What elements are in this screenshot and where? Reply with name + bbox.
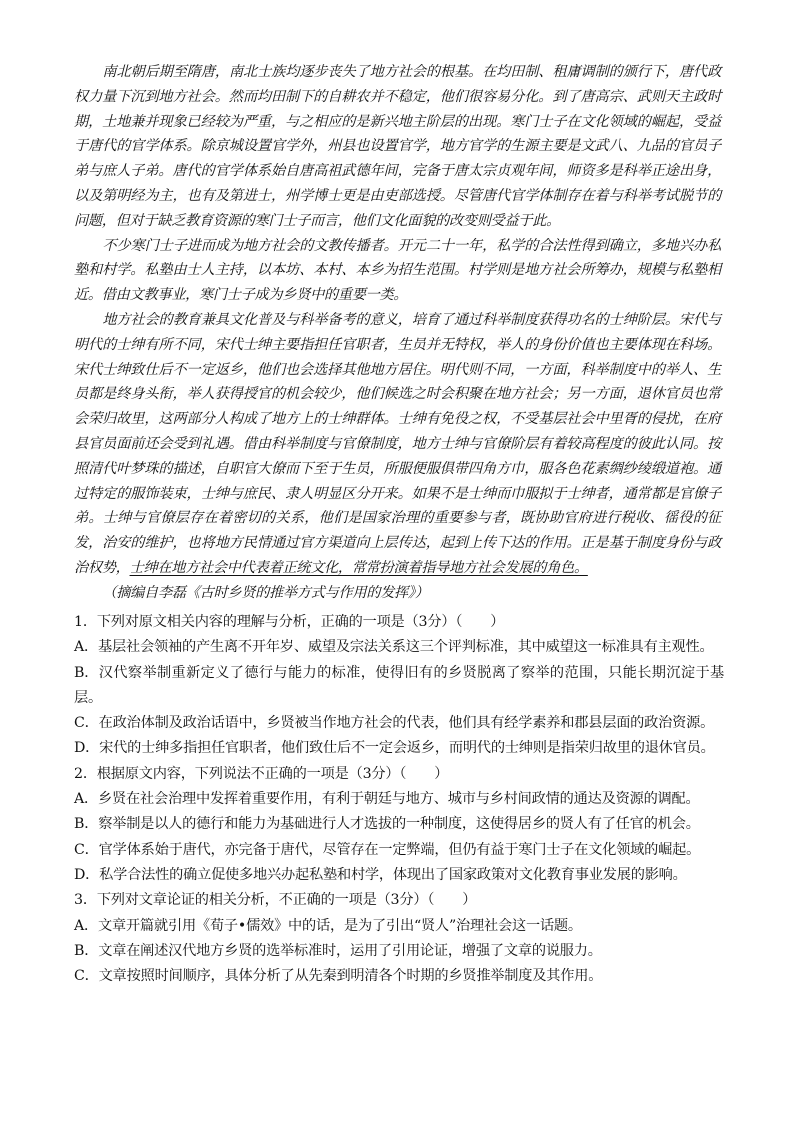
option-label: A． — [74, 791, 99, 808]
passage-source: （摘编自李磊《古时乡贤的推举方式与作用的发挥》） — [102, 584, 429, 601]
question-option — [74, 863, 724, 888]
passage-paragraph-3 — [74, 308, 721, 581]
question-option — [74, 661, 724, 712]
question-option — [74, 812, 724, 837]
option-text: 文章开篇就引用《荀子•儒效》中的话，是为了引出“贤人”治理社会这一话题。 — [98, 917, 582, 934]
option-text: 察举制是以人的德行和能力为基础进行人才选拔的一种制度，这使得居乡的贤人有了任官的机会。 — [98, 816, 700, 833]
option-text: 官学体系始于唐代，亦完备于唐代，尽管存在一定弊端，但仍有益于寒门士子在文化领域的崛起。 — [98, 841, 701, 858]
option-label: C． — [74, 968, 99, 985]
question-option — [74, 711, 724, 736]
reading-passage — [74, 60, 721, 606]
option-text: 文章在阐述汉代地方乡贤的选举标准时，运用了引用论证，增强了文章的说服力。 — [98, 942, 602, 959]
question-stem: 3．下列对文章论证的相关分析，不正确的一项是（3分）（ ） — [74, 892, 477, 909]
question-option — [74, 914, 724, 939]
question-stem: 2．根据原文内容，下列说法不正确的一项是（3分）（ ） — [74, 765, 449, 782]
option-label: B． — [74, 816, 99, 833]
option-text: 汉代察举制重新定义了德行与能力的标准，使得旧有的乡贤脱离了察举的范围，只能长期沉淀于基层。 — [74, 664, 724, 706]
question-stem: 1．下列对原文相关内容的理解与分析，正确的一项是（3分）（ ） — [74, 614, 505, 630]
passage-paragraph-2: 不少寒门士子进而成为地方社会的文教传播者。开元二十一年，私学的合法性得到确立，多地兴办私塾和村学。私塾由士人主持，以本坊、本村、本乡为招生范围。村学则是地方社会所筹办，规模与私塾相近。借由文教事业，寒门士子成为乡贤中的重要一类。 — [74, 237, 721, 304]
option-label: B． — [74, 664, 99, 681]
option-text: 在政治体制及政治话语中，乡贤被当作地方社会的代表，他们具有经学素养和郡县层面的政治资源。 — [98, 715, 715, 732]
question-option — [74, 787, 724, 812]
option-text: 私学合法性的确立促使多地兴办起私塾和村学，体现出了国家政策对文化教育事业发展的影响。 — [99, 866, 687, 883]
option-label: D． — [74, 740, 100, 757]
option-label: A． — [74, 917, 99, 934]
option-text: 文章按照时间顺序，具体分析了从先秦到明清各个时期的乡贤推举制度及其作用。 — [98, 968, 603, 985]
option-text: 宋代的士绅多指担任官职者，他们致仕后不一定会返乡，而明代的士绅则是指荣归故里的退休官员。 — [99, 740, 715, 757]
question-option — [74, 736, 724, 761]
question-option — [74, 964, 724, 989]
passage-paragraph-3-text: 地方社会的教育兼具文化普及与科举备考的意义，培育了通过科举制度获得功名的士绅阶层。宋代与明代的士绅有所不同，宋代士绅主要指担任官职者，生员并无特权，举人的身份价值也主要体现在科场。宋代士绅致仕后不一定返乡，他们也会选择其他地方居住。明代则不同，一方面，科举制度中的举人、生员都是终身头衔，举人获得授官的机会较少，他们候选之时会积聚在地方社会；另一方面，退休官员也常会荣归故里，这两部分人构成了地方上的士绅群体。士绅有免役之权，不受基层社会中里胥的侵扰，在府县官员面前还会受到礼遇。借由科举制度与官僚制度，地方士绅与官僚阶层有着较高程度的彼此认同。按照清代叶梦珠的描述，自职官大僚而下至于生员，所服便服俱带四角方巾，服各色花素绸纱绫缎道袍。通过特定的服饰装束，士绅与庶民、隶人明显区分开来。如果不是士绅而巾服拟于士绅者，通常都是官僚子弟。士绅与官僚层存在着密切的关系，他们是国家治理的重要参与者，既协助官府进行税收、徭役的征发，治安的维护，也将地方民情通过官方渠道向上层传达，起到上传下达的作用。正是基于制度身份与政治权势， — [74, 311, 721, 576]
question-1 — [74, 610, 724, 762]
option-text: 基层社会领袖的产生离不开年岁、威望及宗法关系这三个评判标准，其中威望这一标准具有主观性。 — [98, 639, 714, 656]
underlined-sentence: 士绅在地方社会中代表着正统文化，常常扮演着指导地方社会发展的角色。 — [129, 559, 588, 576]
question-option — [74, 635, 724, 660]
option-label: C． — [74, 841, 99, 858]
question-list — [74, 610, 724, 989]
question-2 — [74, 762, 724, 888]
option-label: C． — [74, 715, 99, 732]
option-text: 乡贤在社会治理中发挥着重要作用，有利于朝廷与地方、城市与乡村间政情的通达及资源的调配。 — [98, 791, 700, 808]
option-label: D． — [74, 866, 100, 883]
option-label: B． — [74, 942, 99, 959]
question-option — [74, 838, 724, 863]
passage-paragraph-1: 南北朝后期至隋唐，南北士族均逐步丧失了地方社会的根基。在均田制、租庸调制的颁行下，唐代政权力量下沉到地方社会。然而均田制下的自耕农并不稳定，他们很容易分化。到了唐高宗、武则天主政时期，土地兼并现象已经较为严重，与之相应的是新兴地主阶层的出现。寒门士子在文化领域的崛起，受益于唐代的官学体系。除京城设置官学外，州县也设置官学，地方官学的生源主要是文武八、九品的官员子弟与庶人子弟。唐代的官学体系始自唐高祖武德年间，完备于唐太宗贞观年间，师资多是科举正途出身，以及第明经为主，也有及第进士，州学博士更是由吏部选授。尽管唐代官学体制存在着与科举考试脱节的问题，但对于缺乏教育资源的寒门士子而言，他们文化面貌的改变则受益于此。 — [74, 64, 721, 229]
question-option — [74, 939, 724, 964]
option-label: A． — [74, 639, 99, 656]
question-3 — [74, 888, 724, 989]
